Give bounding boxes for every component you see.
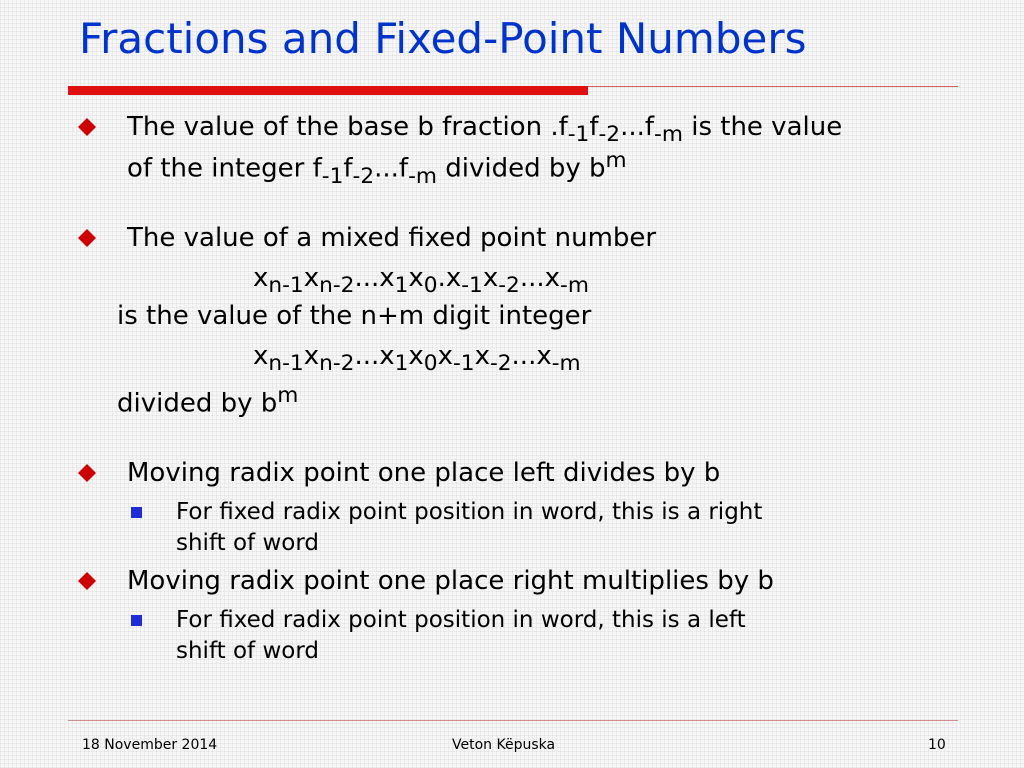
footer-divider bbox=[68, 720, 958, 721]
diamond-bullet-icon bbox=[78, 572, 96, 590]
slide-number: 10 bbox=[928, 737, 946, 753]
diamond-bullet-icon bbox=[78, 464, 96, 482]
footer-author: Veton Këpuska bbox=[452, 737, 556, 753]
diamond-bullet-icon bbox=[78, 229, 96, 247]
diamond-bullet-icon bbox=[78, 118, 96, 136]
footer-date: 18 November 2014 bbox=[82, 737, 218, 753]
slide-title: Fractions and Fixed-Point Numbers bbox=[79, 14, 807, 63]
square-bullet-icon bbox=[131, 507, 142, 518]
bullet-4-sub-line-2: shift of word bbox=[176, 638, 319, 664]
bullet-3-text: Moving radix point one place left divides by b bbox=[127, 458, 721, 488]
bullet-2-end-text: divided by $b^m$ bbox=[117, 383, 299, 419]
title-accent-bar bbox=[68, 86, 588, 95]
bullet-3-sub-line-2: shift of word bbox=[176, 530, 319, 556]
formula-integer: $x_{n-1}x_{n-2}...x_1x_0x_{-1}x_{-2}...x_{-m}$ bbox=[253, 341, 581, 377]
bullet-3-sub-line-1: For fixed radix point position in word, this is a right bbox=[176, 499, 763, 525]
bullet-4-text: Moving radix point one place right multiplies by b bbox=[127, 566, 774, 596]
bullet-2-text: The value of a mixed fixed point number bbox=[127, 223, 657, 253]
formula-fixed-point-number: $x_{n-1}x_{n-2}...x_1x_0.x_{-1}x_{-2}...x_{-m}$ bbox=[253, 263, 589, 299]
bullet-4-sub-line-1: For fixed radix point position in word, this is a left bbox=[176, 607, 746, 633]
title-underline bbox=[588, 86, 958, 87]
bullet-2-middle-text: is the value of the n+m digit integer bbox=[117, 301, 592, 331]
square-bullet-icon bbox=[131, 615, 142, 626]
bullet-1-line-2: of the integer $f_{-1}f_{-2}...f_{-m}$ divided by $b^m$ bbox=[127, 148, 627, 189]
bullet-1-line-1: The value of the base b fraction $.f_{-1}f_{-2}...f_{-m}$ is the value bbox=[127, 112, 843, 148]
